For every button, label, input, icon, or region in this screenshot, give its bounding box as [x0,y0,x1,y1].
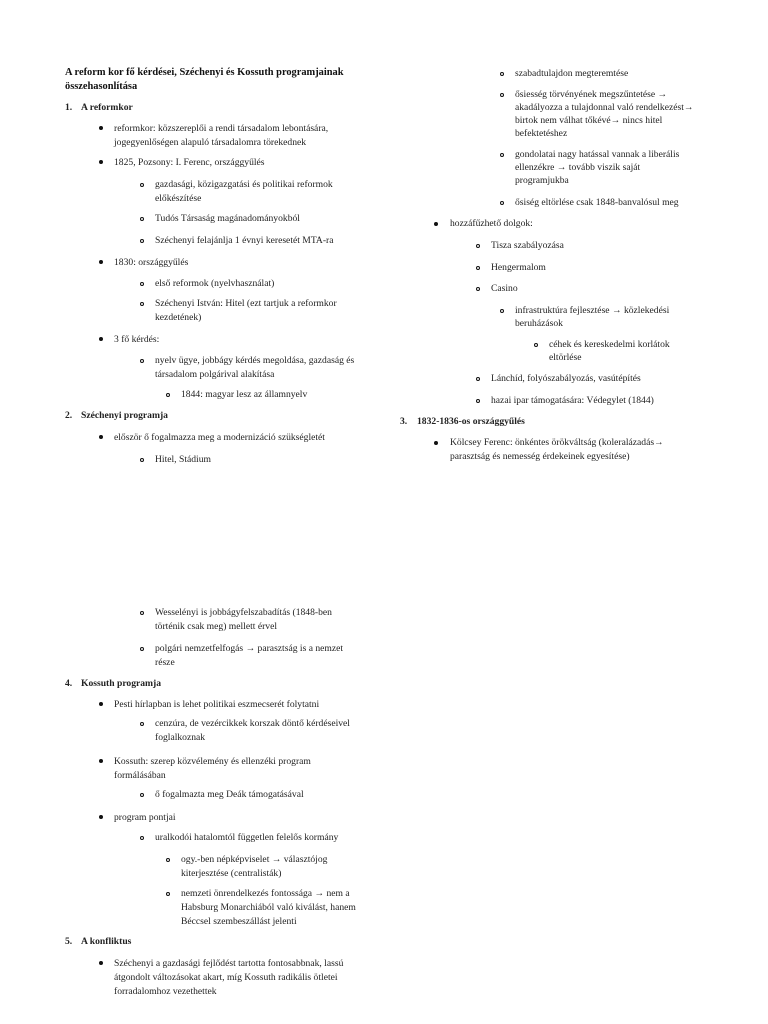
bullet-icon [99,961,103,965]
list-item: reformkor: közszereplői a rendi társadalom lebontására, [114,123,329,134]
bullet-icon [99,815,103,819]
section-heading-konfliktus: A konfliktus [81,936,132,947]
circle-bullet-icon [140,302,144,306]
sub-list-item-continued: befektetéshez [515,128,568,139]
section-number: 5. [65,936,73,947]
sub-list-item: gazdasági, közigazgatási és politikai reformok [155,179,333,190]
sub-list-item: gondolatai nagy hatással vannak a liberális [515,149,680,160]
circle-bullet-icon [166,892,170,896]
circle-bullet-icon [140,722,144,726]
circle-bullet-icon [140,836,144,840]
list-item: 1825, Pozsony: I. Ferenc, országgyűlés [114,157,265,168]
bullet-icon [99,126,103,130]
circle-bullet-icon [140,239,144,243]
circle-bullet-icon [166,393,170,397]
circle-bullet-icon [140,217,144,221]
sub-list-item: Tudós Társaság magánadományokból [155,213,300,224]
sub-list-item: Lánchíd, folyószabályozás, vasútépítés [491,373,641,384]
document-title-line1: A reform kor fő kérdései, Széchenyi és Kossuth programjainak [65,67,344,78]
sub-list-item: Tisza szabályozása [491,240,564,251]
sub-list-item: ősiség eltörlése csak 1848-banvalósul meg [515,197,679,208]
circle-bullet-icon [140,647,144,651]
sub-list-item-continued: birtok nem válhat tőkévé→ nincs hitel [515,115,663,126]
sub-list-item: ő fogalmazta meg Deák támogatásával [155,789,304,800]
list-item: Pesti hírlapban is lehet politikai eszmecserét folytatni [114,699,320,710]
list-item: Kölcsey Ferenc: önkéntes örökváltság (koleralázadás→ [450,437,664,448]
sub-list-item-continued: akadályozza a tulajdonnal való rendelkezést→ [515,102,694,113]
circle-bullet-icon [140,458,144,462]
circle-bullet-icon [166,858,170,862]
list-item-continued: forradalomhoz vezethettek [114,986,217,997]
circle-bullet-icon [140,611,144,615]
circle-bullet-icon [500,201,504,205]
sub-sub-list-item: nemzeti önrendelkezés fontossága → nem a [181,888,350,899]
sub-list-item: hazai ipar támogatására: Védegylet (1844) [491,395,654,406]
sub-sub-list-item-continued: beruházások [515,318,563,329]
circle-bullet-icon [476,377,480,381]
sub-sub-sub-list-item-continued: eltörlése [549,352,582,363]
sub-list-item-continued: foglalkoznak [155,732,206,743]
sub-list-item-continued: programjukba [515,175,569,186]
bullet-icon [99,160,103,164]
sub-list-item-continued: történik csak meg) mellett érvel [155,621,278,632]
sub-sub-list-item-continued: Habsburg Monarchiából való kiválást, hanem [181,902,356,913]
section-heading-szechenyi: Széchenyi programja [81,410,168,421]
sub-sub-list-item: 1844: magyar lesz az államnyelv [181,389,308,400]
bullet-icon [434,441,438,445]
sub-list-item: Széchenyi István: Hitel (ezt tartjuk a reformkor [155,298,337,309]
sub-list-item: polgári nemzetfelfogás → parasztság is a nemzet [155,643,344,654]
list-item: először ő fogalmazza meg a modernizáció szükségletét [114,432,325,443]
sub-list-item: Casino [491,283,518,294]
sub-list-item-continued: előkészítése [155,193,202,204]
circle-bullet-icon [476,266,480,270]
list-item: Kossuth: szerep közvélemény és ellenzéki program [114,756,311,767]
sub-list-item: Hitel, Stádium [155,454,211,465]
sub-sub-sub-list-item: céhek és kereskedelmi korlátok [549,339,670,350]
circle-bullet-icon [140,793,144,797]
bullet-icon [99,702,103,706]
sub-list-item: ősiesség törvényének megszűntetése → [515,89,668,100]
circle-bullet-icon [140,359,144,363]
sub-list-item: cenzúra, de vezércikkek korszak döntő kérdéseivel [155,718,350,729]
sub-sub-list-item-continued: kiterjesztése (centralisták) [181,868,282,879]
list-item: 3 fő kérdés: [114,334,160,345]
circle-bullet-icon [140,282,144,286]
circle-bullet-icon [476,244,480,248]
list-item: Széchenyi a gazdasági fejlődést tartotta fontosabbnak, lassú [114,958,344,969]
bullet-icon [99,337,103,341]
section-number: 1. [65,102,73,113]
circle-bullet-icon [476,287,480,291]
circle-bullet-icon [500,93,504,97]
sub-list-item-continued: része [155,657,175,668]
sub-list-item-continued: ellenzékre → tovább viszik saját [515,162,641,173]
sub-list-item: Hengermalom [491,262,546,273]
sub-sub-list-item-continued: Béccsel szembeszállást jelenti [181,916,297,927]
section-heading-kossuth: Kossuth programja [81,678,162,689]
circle-bullet-icon [140,183,144,187]
bullet-icon [434,222,438,226]
sub-list-item: első reformok (nyelvhasználat) [155,278,275,289]
bullet-icon [99,435,103,439]
sub-list-item: Széchenyi felajánlja 1 évnyi keresetét MTA-ra [155,235,334,246]
sub-list-item-continued: kezdetének) [155,312,202,323]
sub-sub-list-item: ogy.-ben népképviselet → választójog [181,854,328,865]
section-number: 3. [400,416,408,427]
document-title-line2: összehasonlítása [65,81,138,92]
circle-bullet-icon [500,153,504,157]
list-item-continued: parasztság és nemesség érdekeinek egyesítése) [450,451,630,462]
list-item-continued: formálásában [114,770,166,781]
bullet-icon [99,260,103,264]
circle-bullet-icon [500,72,504,76]
circle-bullet-icon [500,309,504,313]
list-item: hozzáfűzhető dolgok: [450,218,533,229]
sub-list-item: uralkodói hatalomtól független felelős kormány [155,832,339,843]
sub-list-item: szabadtulajdon megteremtése [515,68,629,79]
list-item: program pontjai [114,812,176,823]
section-number: 4. [65,678,73,689]
bullet-icon [99,759,103,763]
section-heading-reformkor: A reformkor [81,102,133,113]
list-item-continued: átgondolt változásokat akart, míg Kossuth radikális ötletei [114,972,338,983]
section-number: 2. [65,410,73,421]
sub-list-item: nyelv ügye, jobbágy kérdés megoldása, gazdaság és [155,355,355,366]
circle-bullet-icon [476,399,480,403]
section-heading-orszaggyules: 1832-1836-os országgyűlés [417,416,525,427]
list-item-continued: jogegyenlőségen alapuló társadalomra törekednek [114,137,307,148]
sub-list-item-continued: társadalom polgárival alakítása [155,369,275,380]
sub-list-item: Wesselényi is jobbágyfelszabadítás (1848-ben [155,607,332,618]
list-item: 1830: országgyűlés [114,257,189,268]
sub-sub-list-item: infrastruktúra fejlesztése → közlekedési [515,305,670,316]
circle-bullet-icon [534,343,538,347]
